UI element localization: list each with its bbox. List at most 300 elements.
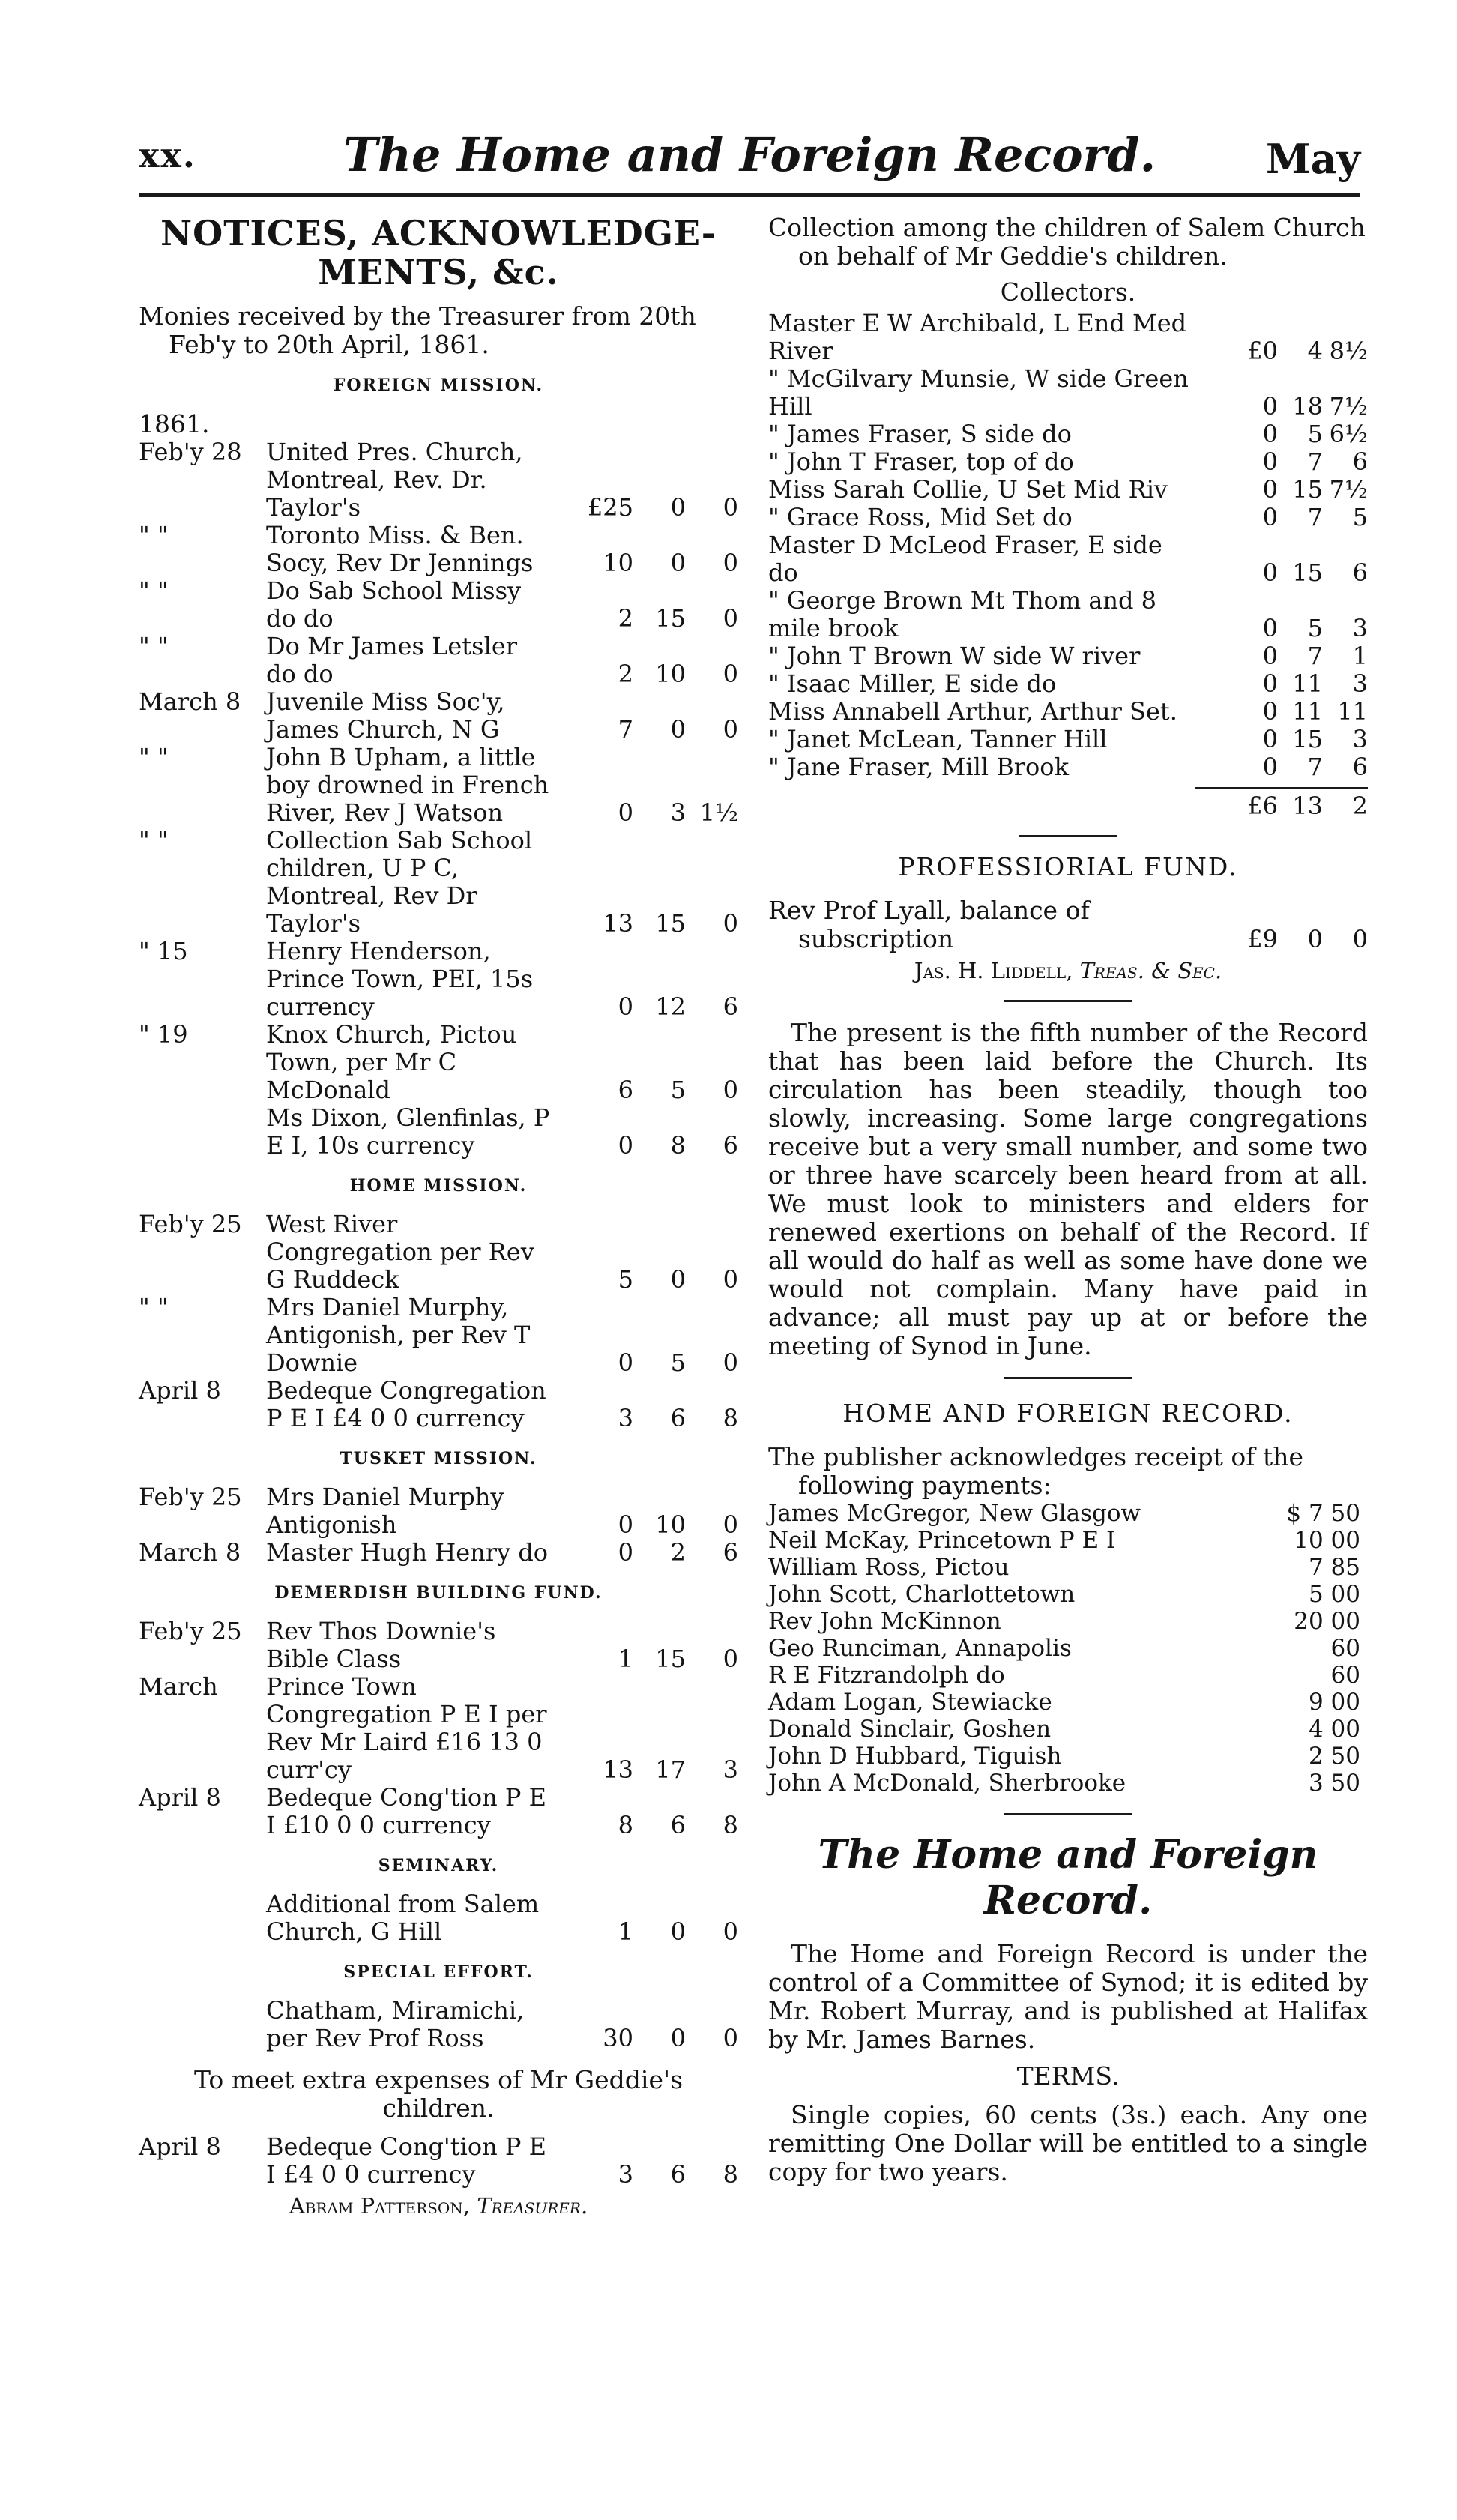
pounds: 0 (1262, 392, 1278, 420)
shillings: 6 (670, 1404, 686, 1432)
special-effort-list (139, 1997, 738, 2052)
entry-amount (551, 1918, 738, 1946)
fund-treasurer-signature: Jas. H. Liddell, Treas. & Sec. (914, 958, 1222, 983)
shillings: 0 (670, 2024, 686, 2052)
pence: 8 (723, 2160, 738, 2189)
pence: 1½ (699, 798, 738, 827)
ledger-entry (768, 310, 1368, 365)
pence: 0 (723, 1265, 738, 1294)
entry-text: Chatham, Miramichi, per Rev Prof Ross (266, 1996, 525, 2052)
entry-amount (551, 494, 738, 522)
pence: 6 (723, 1538, 738, 1567)
pence: 3 (1352, 725, 1368, 753)
entry-date: April 8 (139, 1783, 221, 1812)
ledger-entry (139, 438, 738, 522)
shillings: 5 (1307, 614, 1323, 642)
shillings: 17 (655, 1755, 686, 1784)
shillings: 0 (670, 1917, 686, 1946)
entry-text: Bedeque Congregation P E I £4 0 0 currency (266, 1376, 546, 1432)
pence: 8½ (1329, 337, 1368, 365)
pence: 6½ (1329, 420, 1368, 448)
payer-name: Donald Sinclair, Goshen (768, 1716, 1052, 1743)
payment-row (768, 1527, 1368, 1554)
pounds: 10 (603, 549, 633, 577)
entry-amount (1195, 559, 1368, 587)
pence: 0 (723, 549, 738, 577)
entry-date: " " (139, 1293, 169, 1321)
pounds: 0 (618, 1538, 633, 1567)
entry-amount (1195, 698, 1368, 726)
pence: 0 (723, 493, 738, 522)
record-heading: HOME AND FOREIGN RECORD. (842, 1399, 1294, 1428)
foreign-mission-list (139, 438, 738, 1160)
intro-text: Monies received by the Treasurer from 20th Feb'y to 20th April, 1861. (139, 301, 696, 359)
ledger-entry (768, 531, 1368, 587)
entry-date: " 15 (139, 937, 188, 965)
tusket-mission-list (139, 1483, 738, 1567)
record-notice: The present is the fifth number of the Record that has been laid before the Church. Its circulation has been steadily, though too slowly, increasing. Some large congregations receive but a very small number, and some two or three have scarcely been heard from at all. We must look to ministers and elders for renewed exertions on behalf of the Record. If all would do half as well as some have done we would not complain. Many have paid in advance; all must pay up at or before the meeting of Synod in June. (768, 1018, 1368, 1360)
entry-amount (551, 605, 738, 633)
shillings: 15 (1292, 475, 1323, 504)
ledger-entry (768, 476, 1368, 504)
shillings: 3 (670, 798, 686, 827)
pounds: 1 (618, 1917, 633, 1946)
section-rule (1019, 835, 1117, 837)
entry-amount (551, 1266, 738, 1294)
pounds: 3 (618, 2160, 633, 2189)
pounds: 6 (618, 1076, 633, 1104)
entry-text: Additional from Salem Church, G Hill (266, 1890, 540, 1946)
collectors-total: £6 13 2 (1247, 792, 1368, 820)
ledger-entry (139, 522, 738, 577)
pence: 11 (1337, 697, 1368, 726)
entry-amount (551, 1076, 738, 1104)
entry-amount (551, 1645, 738, 1673)
entry-date: April 8 (139, 2132, 221, 2161)
ledger-entry (139, 2133, 738, 2189)
pence: 8 (723, 1811, 738, 1839)
payer-name: John A McDonald, Sherbrooke (768, 1770, 1126, 1797)
pounds: 8 (618, 1811, 633, 1839)
payment-row (768, 1581, 1368, 1608)
terms-text: Single copies, 60 cents (3s.) each. Any one remitting One Dollar will be entitled to a single copy for two years. (768, 2100, 1368, 2186)
pounds: 0 (1262, 697, 1278, 726)
entry-text: Collection Sab School children, U P C, Montreal, Rev Dr Taylor's (266, 826, 533, 938)
right-column (768, 214, 1368, 2186)
entry-text: Miss Annabell Arthur, Arthur Set. (768, 697, 1177, 726)
payment-amount: $ 7 50 (1286, 1500, 1360, 1527)
entry-date: March 8 (139, 687, 241, 716)
shillings: 15 (655, 1645, 686, 1673)
pounds: 3 (618, 1404, 633, 1432)
section-rule (1004, 1377, 1132, 1379)
pounds: 0 (1262, 558, 1278, 587)
special-effort-list-2 (139, 2133, 738, 2189)
ledger-entry (139, 1377, 738, 1432)
ledger-entry (768, 670, 1368, 698)
pounds: 0 (1262, 642, 1278, 670)
pounds: 0 (618, 1510, 633, 1539)
payment-row (768, 1635, 1368, 1662)
payment-amount: 4 00 (1308, 1716, 1360, 1743)
entry-amount (551, 1812, 738, 1839)
pounds: 0 (1262, 725, 1278, 753)
pounds: 2 (618, 604, 633, 633)
entry-text: Bedeque Cong'tion P E I £10 0 0 currency (266, 1783, 546, 1839)
ledger-entry (768, 587, 1368, 642)
entry-amount (551, 2161, 738, 2189)
ledger-entry (139, 1784, 738, 1839)
ledger-entry (139, 1104, 738, 1160)
payment-row (768, 1554, 1368, 1581)
pounds: 0 (1262, 614, 1278, 642)
entry-text: Prince Town Congregation P E I per Rev Mr Laird £16 13 0 curr'cy (266, 1672, 547, 1784)
pence: 0 (723, 909, 738, 938)
ledger-entry (768, 365, 1368, 420)
shillings: 7 (1307, 447, 1323, 476)
pence: 0 (723, 604, 738, 633)
special-effort-subhead: To meet extra expenses of Mr Geddie's children. (193, 2065, 684, 2123)
pence: 6 (723, 992, 738, 1021)
entry-date: " 19 (139, 1020, 188, 1049)
payment-row (768, 1662, 1368, 1689)
pounds: 7 (618, 715, 633, 744)
home-mission-list (139, 1211, 738, 1432)
shillings: 5 (1307, 420, 1323, 448)
shillings: 15 (1292, 725, 1323, 753)
entry-date: Feb'y 25 (139, 1483, 242, 1511)
entry-amount (551, 1132, 738, 1160)
ledger-entry (768, 726, 1368, 753)
entry-amount (551, 716, 738, 744)
entry-amount (551, 1405, 738, 1432)
payment-row (768, 1689, 1368, 1716)
entry-amount (1195, 726, 1368, 753)
ledger-entry (768, 753, 1368, 781)
pence: 6 (1352, 558, 1368, 587)
entry-amount (551, 549, 738, 577)
pence: 5 (1352, 503, 1368, 531)
shillings: 10 (655, 660, 686, 688)
pence: 0 (723, 2024, 738, 2052)
shillings: 4 (1307, 337, 1323, 365)
pence: 7½ (1329, 475, 1368, 504)
section-heading-tusket-mission: TUSKET MISSION. (340, 1449, 537, 1468)
shillings: 0 (670, 1265, 686, 1294)
pence: 0 (723, 1917, 738, 1946)
pence: 3 (1352, 614, 1368, 642)
pounds: 1 (618, 1645, 633, 1673)
pence: 0 (723, 1645, 738, 1673)
record-intro: The publisher acknowledges receipt of the following payments: (768, 1442, 1304, 1500)
ledger-entry (768, 420, 1368, 448)
entry-date: March (139, 1672, 218, 1701)
entry-text: Ms Dixon, Glenfinlas, P E I, 10s currency (266, 1103, 550, 1160)
ledger-entry (139, 938, 738, 1021)
entry-date: Feb'y 28 (139, 438, 242, 466)
entry-amount (551, 660, 738, 688)
section-rule (1004, 1000, 1132, 1002)
shillings: 7 (1307, 503, 1323, 531)
ledger-entry (139, 744, 738, 827)
entry-text: Rev Thos Downie's Bible Class (266, 1617, 496, 1673)
entry-text: Do Sab School Missy do do (266, 576, 522, 633)
pounds: 0 (1262, 753, 1278, 781)
entry-amount (1195, 448, 1368, 476)
collectors-heading: Collectors. (1000, 277, 1136, 307)
pounds: 30 (603, 2024, 633, 2052)
pence: 6 (1352, 447, 1368, 476)
entry-text: " McGilvary Munsie, W side Green Hill (768, 364, 1189, 420)
left-column (139, 214, 738, 2219)
ledger-entry (139, 1997, 738, 2052)
pence: 6 (723, 1131, 738, 1160)
shillings: 6 (670, 2160, 686, 2189)
entry-text: Do Mr James Letsler do do (266, 632, 518, 688)
pounds: £25 (587, 493, 633, 522)
seminary-list (139, 1890, 738, 1946)
section-heading-seminary: SEMINARY. (378, 1856, 499, 1875)
year-label: 1861. (139, 409, 210, 438)
entry-text: Toronto Miss. & Ben. Socy, Rev Dr Jennings (266, 521, 534, 577)
header-rule (139, 193, 1360, 197)
pounds: 2 (618, 660, 633, 688)
ledger-entry (139, 1539, 738, 1567)
entry-date: " " (139, 826, 169, 854)
pence: 0 (723, 1076, 738, 1104)
entry-amount (1195, 615, 1368, 642)
payment-amount: 60 (1330, 1662, 1360, 1689)
pounds: £0 (1247, 337, 1278, 365)
payment-row (768, 1716, 1368, 1743)
entry-text: Juvenile Miss Soc'y, James Church, N G (266, 687, 505, 744)
shillings: 5 (670, 1348, 686, 1377)
entry-text: Henry Henderson, Prince Town, PEI, 15s currency (266, 937, 534, 1021)
entry-amount (551, 2025, 738, 2052)
payer-name: Geo Runciman, Annapolis (768, 1635, 1072, 1662)
ledger-entry (768, 698, 1368, 726)
ledger-entry (139, 1294, 738, 1377)
entry-text: Master D McLeod Fraser, E side do (768, 531, 1162, 587)
shillings: 11 (1292, 697, 1323, 726)
payer-name: Rev John McKinnon (768, 1608, 1001, 1635)
shillings: 0 (670, 715, 686, 744)
payer-name: Adam Logan, Stewiacke (768, 1689, 1052, 1716)
ledger-entry (139, 1211, 738, 1294)
collectors-list (768, 310, 1368, 781)
demerdish-fund-list (139, 1618, 738, 1839)
payments-list (768, 1500, 1368, 1797)
entry-text: " John T Brown W side W river (768, 642, 1141, 670)
shillings: 6 (670, 1811, 686, 1839)
entry-amount (551, 799, 738, 827)
payment-amount: 7 85 (1308, 1554, 1360, 1581)
terms-heading: TERMS. (1016, 2061, 1120, 2091)
entry-amount (1195, 337, 1368, 365)
section-rule (1004, 1813, 1132, 1815)
pounds: 0 (1262, 447, 1278, 476)
shillings: 15 (655, 909, 686, 938)
shillings: 15 (1292, 558, 1323, 587)
pounds: 0 (618, 798, 633, 827)
entry-amount (1195, 504, 1368, 531)
entry-text: Miss Sarah Collie, U Set Mid Riv (768, 475, 1168, 504)
entry-text: " Janet McLean, Tanner Hill (768, 725, 1108, 753)
pounds: 0 (1262, 503, 1278, 531)
entry-text: John B Upham, a little boy drowned in French River, Rev J Watson (266, 743, 549, 827)
payment-amount: 10 00 (1294, 1527, 1360, 1554)
page-number: xx. (139, 135, 196, 175)
entry-amount (551, 910, 738, 938)
professorial-heading: PROFESSIORIAL FUND. (898, 852, 1238, 881)
payment-row (768, 1770, 1368, 1797)
entry-date: Feb'y 25 (139, 1617, 242, 1645)
entry-text: Master Hugh Henry do (266, 1538, 549, 1567)
ledger-entry (139, 1618, 738, 1673)
ledger-entry (139, 633, 738, 688)
treasurer-signature: Abram Patterson, Treasurer. (289, 2193, 588, 2219)
pence: 0 (723, 1510, 738, 1539)
entry-date: April 8 (139, 1376, 221, 1405)
pounds: 0 (1262, 475, 1278, 504)
shillings: 11 (1292, 669, 1323, 698)
entry-date: " " (139, 576, 169, 605)
pence: 3 (723, 1755, 738, 1784)
pounds: 0 (1262, 669, 1278, 698)
entry-amount (1195, 393, 1368, 420)
payer-name: John D Hubbard, Tiguish (768, 1743, 1062, 1770)
entry-amount (551, 1511, 738, 1539)
ledger-entry (139, 577, 738, 633)
pence: 0 (723, 715, 738, 744)
payment-amount: 20 00 (1294, 1608, 1360, 1635)
shillings: 10 (655, 1510, 686, 1539)
entry-text: Mrs Daniel Murphy Antigonish (266, 1483, 504, 1539)
payer-name: Neil McKay, Princetown P E I (768, 1527, 1116, 1554)
entry-date: Feb'y 25 (139, 1210, 242, 1238)
ledger-entry (139, 1483, 738, 1539)
entry-amount (1195, 753, 1368, 781)
total-rule (1195, 787, 1368, 789)
entry-text: West River Congregation per Rev G Ruddeck (266, 1210, 534, 1294)
section-heading-home-mission: HOME MISSION. (349, 1176, 528, 1196)
shillings: 12 (655, 992, 686, 1021)
entry-text: " Isaac Miller, E side do (768, 669, 1057, 698)
issue-month: May (1265, 135, 1360, 183)
entry-date: " " (139, 743, 169, 771)
payment-amount: 9 00 (1308, 1689, 1360, 1716)
entry-amount (551, 1349, 738, 1377)
record-masthead: The Home and Foreign Record. (818, 1832, 1318, 1923)
payer-name: R E Fitzrandolph do (768, 1662, 1005, 1689)
shillings: 5 (670, 1076, 686, 1104)
pence: 7½ (1329, 392, 1368, 420)
ledger-entry (768, 448, 1368, 476)
salem-intro: Collection among the children of Salem Church on behalf of Mr Geddie's children. (768, 213, 1366, 271)
payer-name: James McGregor, New Glasgow (768, 1500, 1141, 1527)
section-heading-demerdish-fund: DEMERDISH BUILDING FUND. (274, 1583, 603, 1603)
payment-amount: 60 (1330, 1635, 1360, 1662)
entry-text: Bedeque Cong'tion P E I £4 0 0 currency (266, 2132, 546, 2189)
pounds: 0 (618, 1131, 633, 1160)
entry-date: " " (139, 632, 169, 660)
payment-amount: 5 00 (1308, 1581, 1360, 1608)
shillings: 18 (1292, 392, 1323, 420)
publication-notice: The Home and Foreign Record is under the control of a Committee of Synod; it is edited by Mr. Robert Murray, and is published at Halifax by Mr. James Barnes. (768, 1939, 1368, 2054)
pence: 0 (723, 1348, 738, 1377)
notices-title: NOTICES, ACKNOWLEDGE- MENTS, &c. (160, 213, 717, 292)
shillings: 2 (670, 1538, 686, 1567)
ledger-entry (139, 1890, 738, 1946)
entry-text: " George Brown Mt Thom and 8 mile brook (768, 586, 1157, 642)
entry-text: Master E W Archibald, L End Med River (768, 309, 1187, 365)
pounds: 0 (1262, 420, 1278, 448)
pence: 3 (1352, 669, 1368, 698)
pence: 1 (1352, 642, 1368, 670)
ledger-entry (139, 1021, 738, 1104)
entry-text: Knox Church, Pictou Town, per Mr C McDonald (266, 1020, 517, 1104)
page-header (139, 127, 1360, 187)
payer-name: John Scott, Charlottetown (768, 1581, 1076, 1608)
shillings: 7 (1307, 642, 1323, 670)
shillings: 0 (670, 493, 686, 522)
entry-text: " James Fraser, S side do (768, 420, 1072, 448)
entry-text: Mrs Daniel Murphy, Antigonish, per Rev T Downie (266, 1293, 531, 1377)
entry-amount (1195, 476, 1368, 504)
pounds: 5 (618, 1265, 633, 1294)
entry-amount (551, 993, 738, 1021)
entry-text: " Jane Fraser, Mill Brook (768, 753, 1069, 781)
journal-title: The Home and Foreign Record. (343, 127, 1156, 182)
professorial-entry: Rev Prof Lyall, balance of subscription £9 0 0 (768, 896, 1368, 953)
entry-amount (551, 1756, 738, 1784)
payment-row (768, 1608, 1368, 1635)
pounds: 13 (603, 909, 633, 938)
pounds: 0 (618, 992, 633, 1021)
shillings: 7 (1307, 753, 1323, 781)
section-heading-special-effort: SPECIAL EFFORT. (343, 1962, 534, 1982)
payment-amount: 3 50 (1308, 1770, 1360, 1797)
payment-row (768, 1743, 1368, 1770)
shillings: 0 (670, 549, 686, 577)
pence: 0 (723, 660, 738, 688)
shillings: 8 (670, 1131, 686, 1160)
pounds: 0 (618, 1348, 633, 1377)
payment-row (768, 1500, 1368, 1527)
pounds: 13 (603, 1755, 633, 1784)
entry-date: " " (139, 521, 169, 549)
section-heading-foreign-mission: FOREIGN MISSION. (333, 376, 544, 395)
entry-amount (1195, 670, 1368, 698)
ledger-entry (139, 827, 738, 938)
entry-amount (1195, 420, 1368, 448)
entry-text: United Pres. Church, Montreal, Rev. Dr. Taylor's (266, 438, 523, 522)
ledger-entry (139, 1673, 738, 1784)
pence: 6 (1352, 753, 1368, 781)
shillings: 15 (655, 604, 686, 633)
entry-date: March 8 (139, 1538, 241, 1567)
payment-amount: 2 50 (1308, 1743, 1360, 1770)
entry-text: " John T Fraser, top of do (768, 447, 1074, 476)
payer-name: William Ross, Pictou (768, 1554, 1010, 1581)
pence: 8 (723, 1404, 738, 1432)
ledger-entry (139, 688, 738, 744)
entry-text: " Grace Ross, Mid Set do (768, 503, 1073, 531)
ledger-entry (768, 504, 1368, 531)
ledger-entry (768, 642, 1368, 670)
entry-amount (551, 1539, 738, 1567)
entry-amount (1195, 642, 1368, 670)
